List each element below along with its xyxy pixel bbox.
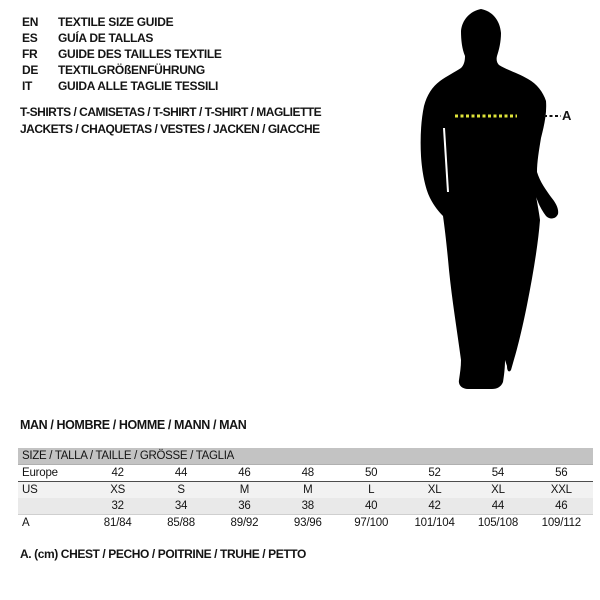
language-row-fr: [22, 46, 222, 62]
language-row-de: [22, 62, 222, 78]
language-text: TEXTILE SIZE GUIDE: [58, 15, 174, 29]
category-tshirts: T-SHIRTS / CAMISETAS / T-SHIRT / T-SHIRT / MAGLIETTE: [20, 105, 322, 119]
language-row-it: [22, 78, 222, 94]
size-table-header: SIZE / TALLA / TAILLE / GRÖSSE / TAGLIA: [18, 448, 593, 465]
language-row-en: [22, 14, 222, 30]
table-cell: 46: [238, 467, 251, 479]
table-cell: 44: [491, 500, 505, 512]
table-cell: 109/112: [541, 517, 581, 529]
table-cell: 34: [174, 500, 188, 512]
language-text: GUIDA ALLE TAGLIE TESSILI: [58, 79, 219, 93]
language-code: ES: [22, 31, 38, 45]
table-cell: 40: [364, 500, 378, 512]
table-cell: L: [368, 484, 375, 496]
man-silhouette: [421, 9, 559, 389]
garment-categories: [20, 104, 321, 138]
language-list: [22, 14, 222, 94]
table-cell: 89/92: [230, 517, 259, 529]
table-cell: 93/96: [293, 517, 322, 529]
table-cell: 44: [174, 467, 188, 479]
language-code: EN: [22, 15, 39, 29]
language-code: FR: [22, 47, 38, 61]
table-cell: XL: [427, 484, 442, 496]
table-row-us: [18, 481, 593, 498]
language-text: TEXTILGRÖßENFÜHRUNG: [58, 63, 205, 77]
measurement-label-a: A: [562, 108, 572, 123]
language-text: GUIDE DES TAILLES TEXTILE: [58, 47, 222, 61]
table-cell: 54: [491, 467, 505, 479]
table-cell: 42: [111, 467, 124, 479]
table-cell: 50: [364, 467, 378, 479]
table-cell: 56: [555, 467, 568, 479]
table-row-numeric: [18, 498, 593, 514]
language-row-es: [22, 30, 222, 46]
table-cell: M: [239, 484, 250, 496]
table-cell: 42: [428, 500, 441, 512]
row-label: Europe: [22, 467, 58, 479]
size-table: [18, 448, 593, 530]
table-cell: XL: [491, 484, 505, 496]
table-cell: 32: [111, 500, 124, 512]
table-cell: 52: [428, 467, 441, 479]
table-row-europe: [18, 465, 593, 481]
table-cell: 48: [301, 467, 315, 479]
table-cell: 101/104: [414, 517, 455, 529]
language-code: IT: [22, 79, 33, 93]
table-row-chest-a: [18, 514, 593, 530]
table-cell: M: [303, 484, 313, 496]
section-heading-man: MAN / HOMBRE / HOMME / MANN / MAN: [20, 418, 247, 432]
table-cell: 105/108: [477, 517, 519, 529]
table-cell: 38: [301, 500, 315, 512]
row-label: US: [22, 484, 38, 496]
table-cell: 85/88: [167, 517, 195, 529]
table-cell: 97/100: [354, 517, 389, 529]
language-text: GUÍA DE TALLAS: [58, 31, 154, 45]
row-label: A: [22, 517, 30, 529]
category-jackets: JACKETS / CHAQUETAS / VESTES / JACKEN / GIACCHE: [20, 122, 320, 136]
language-code: DE: [22, 63, 39, 77]
table-cell: 36: [238, 500, 251, 512]
row-label: [18, 498, 86, 514]
table-cell: S: [177, 484, 185, 496]
table-cell: 46: [555, 500, 568, 512]
footnote-chest-measurement: A. (cm) CHEST / PECHO / POITRINE / TRUHE / PETTO: [20, 547, 306, 561]
table-cell: 81/84: [103, 517, 132, 529]
table-cell: XXL: [550, 484, 572, 496]
table-cell: XS: [110, 484, 126, 496]
